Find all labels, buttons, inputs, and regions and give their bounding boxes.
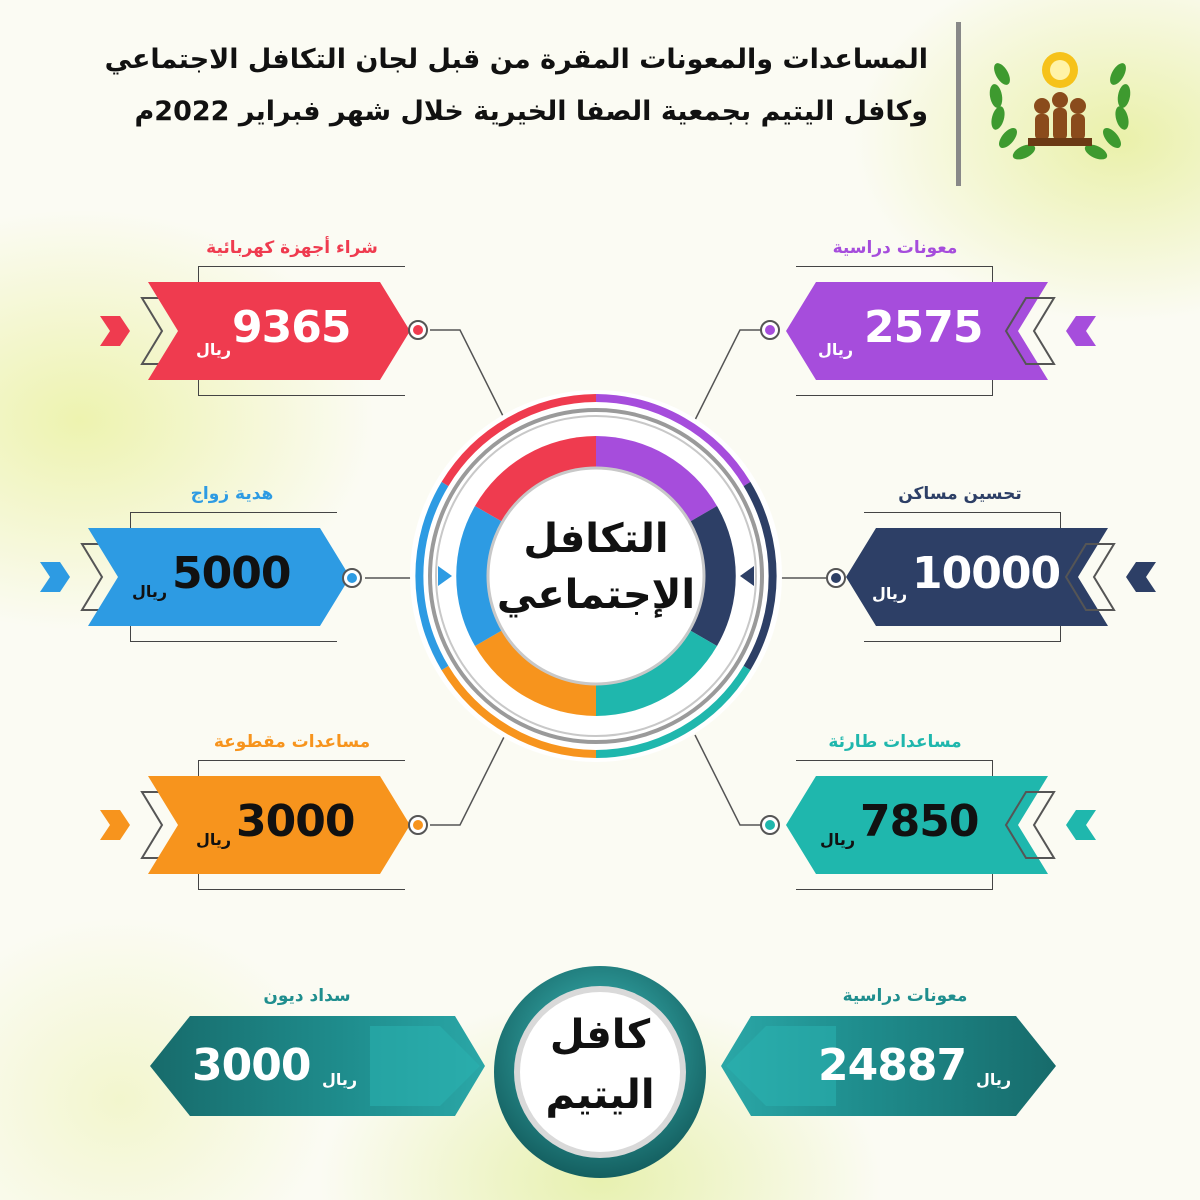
center-title-line-2: الإجتماعي	[496, 572, 696, 618]
amount-marriage: 5000	[172, 548, 291, 599]
node-marriage	[340, 566, 364, 590]
center-title-line-1: التكافل	[523, 516, 669, 562]
amount-periodic: 3000	[236, 796, 355, 847]
node-periodic	[406, 813, 430, 837]
orphan-sponsor-hub	[492, 964, 708, 1180]
currency-emergency: ريال	[820, 830, 856, 849]
currency-marriage: ريال	[132, 582, 168, 601]
label-debts: سداد ديون	[263, 986, 351, 1006]
currency-electrical: ريال	[196, 340, 232, 359]
currency-study-top: ريال	[818, 340, 854, 359]
amount-electrical: 9365	[232, 302, 351, 353]
social-solidarity-hub	[408, 388, 784, 764]
amount-study-orphan: 24887	[818, 1040, 967, 1091]
label-electrical: شراء أجهزة كهربائية	[206, 238, 378, 258]
page-title-line-1: المساعدات والمعونات المقرة من قبل لجان التكافل الاجتماعي	[104, 44, 928, 75]
currency-study-orphan: ريال	[976, 1070, 1012, 1089]
label-marriage: هدية زواج	[190, 484, 274, 504]
node-housing	[824, 566, 848, 590]
amount-study-top: 2575	[864, 302, 983, 353]
orphan-title-line-1: كافل	[549, 1012, 651, 1058]
label-emergency: مساعدات طارئة	[828, 732, 962, 752]
node-electrical	[406, 318, 430, 342]
amount-housing: 10000	[912, 548, 1061, 599]
node-emergency	[758, 813, 782, 837]
page-title-line-2: وكافل اليتيم بجمعية الصفا الخيرية خلال شهر فبراير 2022م	[134, 96, 928, 127]
amount-emergency: 7850	[860, 796, 979, 847]
currency-housing: ريال	[872, 584, 908, 603]
amount-debts: 3000	[192, 1040, 311, 1091]
currency-debts: ريال	[322, 1070, 358, 1089]
label-housing: تحسين مساكن	[898, 484, 1022, 504]
label-periodic: مساعدات مقطوعة	[213, 732, 371, 752]
label-study-top: معونات دراسية	[832, 238, 958, 258]
node-study-top	[758, 318, 782, 342]
currency-periodic: ريال	[196, 830, 232, 849]
orphan-title-line-2: اليتيم	[545, 1072, 655, 1118]
label-study-orphan: معونات دراسية	[842, 986, 968, 1006]
